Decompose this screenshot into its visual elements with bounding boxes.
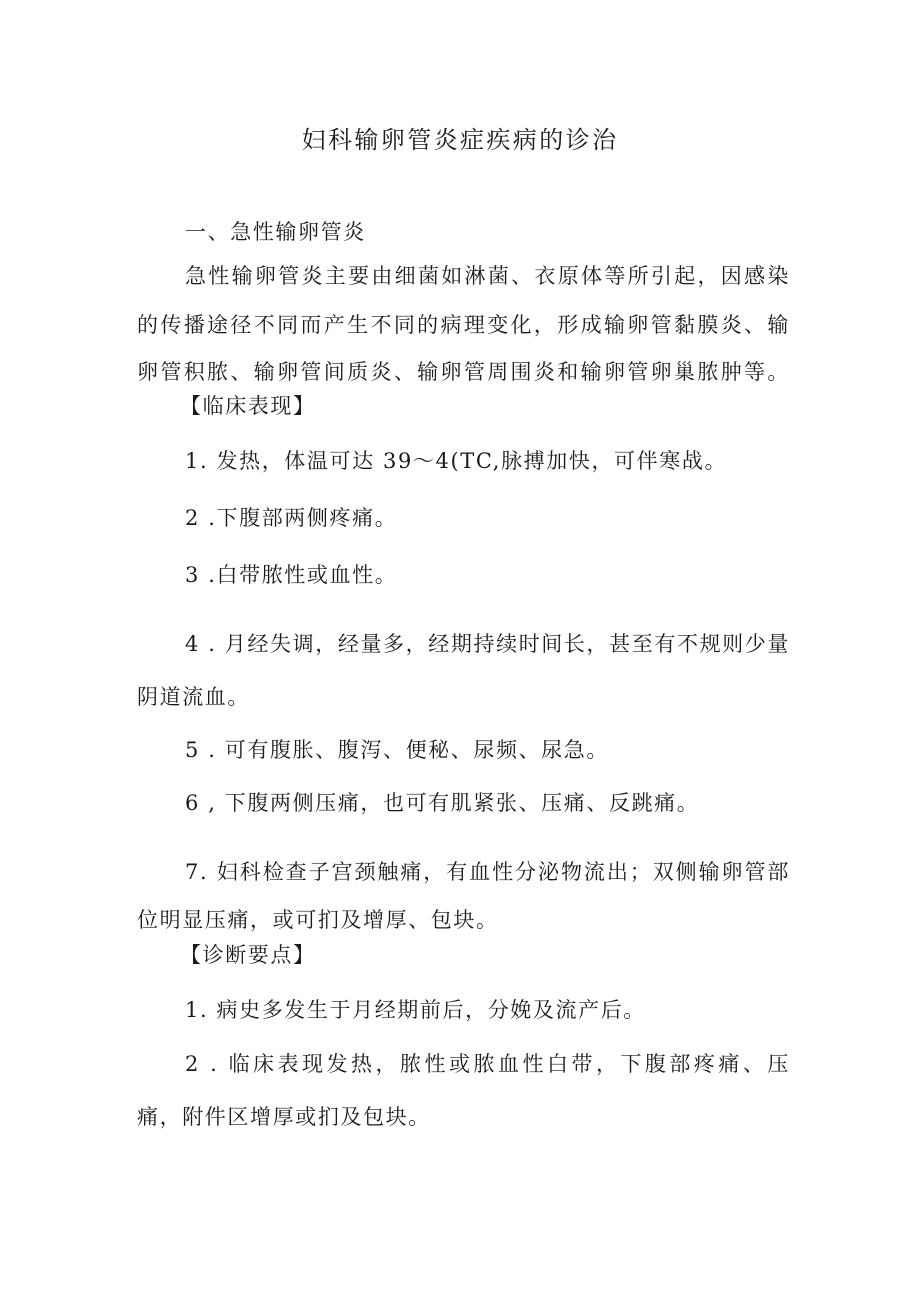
list-item: 3 .白带脓性或血性。 [185,563,398,587]
list-item: 4 . 月经失调，经量多，经期持续时间长，甚至有不规则少量 [185,632,790,656]
list-item: 5 . 可有腹胀、腹泻、便秘、尿频、尿急。 [185,738,609,762]
paragraph-line: 的传播途径不同而产生不同的病理变化，形成输卵管黏膜炎、输 [137,313,790,337]
section-heading: 一、急性输卵管炎 [185,220,366,244]
page-title: 妇科输卵管炎症疾病的诊治 [301,126,619,154]
list-item: 1. 病史多发生于月经期前后，分娩及流产后。 [185,998,646,1022]
subsection-heading: 【诊断要点】 [180,943,316,967]
list-item: 2 .下腹部两侧疼痛。 [185,506,398,530]
list-item-continuation: 痛，附件区增厚或扪及包块。 [137,1105,431,1129]
list-item: 7. 妇科检查子宫颈触痛，有血性分泌物流出；双侧输卵管部 [185,860,790,884]
subsection-heading: 【临床表现】 [180,394,316,418]
paragraph-line: 卵管积脓、输卵管间质炎、输卵管周围炎和输卵管卵巢脓肿等。 [137,360,790,384]
paragraph-line: 急性输卵管炎主要由细菌如淋菌、衣原体等所引起，因感染 [185,264,790,288]
list-item: 1. 发热，体温可达 39～4(TC,脉搏加快，可伴寒战。 [185,449,728,473]
list-item-continuation: 阴道流血。 [137,685,250,709]
list-item: 6 , 下腹两侧压痛，也可有肌紧张、压痛、反跳痛。 [185,791,700,815]
list-item: 2 . 临床表现发热，脓性或脓血性白带，下腹部疼痛、压 [185,1052,790,1076]
list-item-continuation: 位明显压痛，或可扪及增厚、包块。 [137,908,499,932]
